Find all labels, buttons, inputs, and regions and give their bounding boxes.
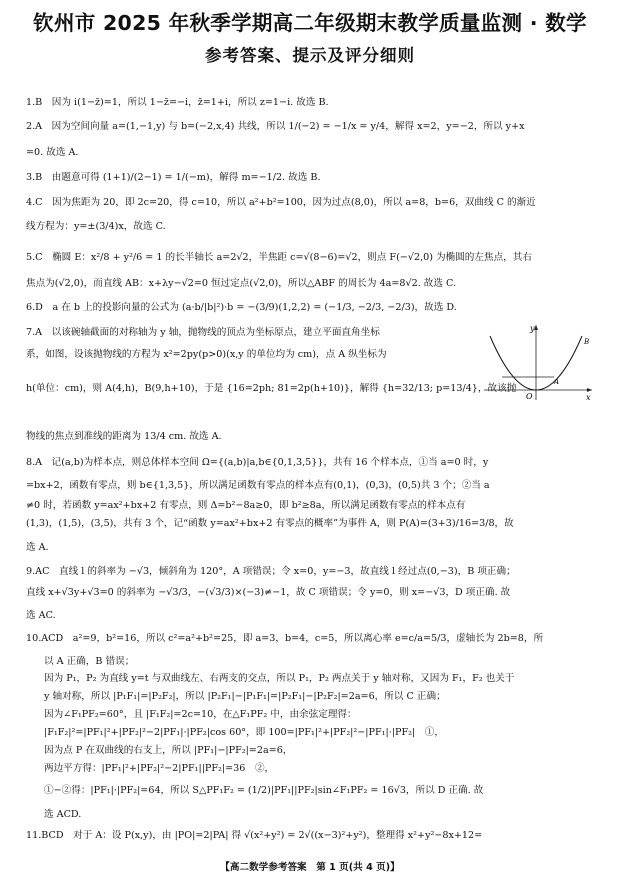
answer-line: 选 A. [26,542,49,553]
answer-line: 因为 P₁，P₂ 为直线 y=t 与双曲线左、右两支的交点，所以 P₁，P₂ 两点关于 y 轴对称，又因为 F₁，F₂ 也关于 [44,673,515,684]
answer-line: 8.A 记(a,b)为样本点，则总体样本空间 Ω={(a,b)|a,b∈{0,1,3,5}}，共有 16 个样本点，①当 a=0 时，y [26,457,489,468]
answer-line: 2.A 因为空间向量 a=(1,−1,y) 与 b=(−2,x,4) 共线，所以 1/(−2) = −1/x = y/4，解得 x=2，y=−2，所以 y+x [26,121,525,132]
answer-line: 4.C 因为焦距为 20，即 2c=20，得 c=10，所以 a²+b²=100，因为过点(8,0)，所以 a=8，b=6，双曲线 C 的渐近 [26,197,536,208]
origin-label: O [526,392,533,401]
answer-line: y 轴对称，所以 |P₁F₁|=|P₂F₂|，所以 |P₂F₁|−|P₁F₁|=|P₂F₁|−|P₂F₂|=2a=6，所以 C 正确； [44,691,446,702]
answer-line: 两边平方得：|PF₁|²+|PF₂|²−2|PF₁||PF₂|=36 ②， [44,763,275,774]
parabola-figure [482,322,594,402]
x-axis-arrow-icon [587,388,592,392]
answer-line: 物线的焦点到准线的距离为 13/4 cm. 故选 A. [26,431,222,442]
answer-line: 选 ACD. [44,809,82,820]
answer-line: 7.A 以该碗轴截面的对称轴为 y 轴，抛物线的顶点为坐标原点，建立平面直角坐标 [26,327,380,338]
answer-line: 线方程为：y=±(3/4)x，故选 C. [26,221,166,232]
answer-line: (1,3)，(1,5)，(3,5)，共有 3 个，记“函数 y=ax²+bx+2 有零点的概率”为事件 A，则 P(A)=(3+3)/16=3/8，故 [26,518,514,529]
answer-line: 系，如图，设该抛物线的方程为 x²=2py(p>0)(x,y 的单位均为 cm)，点 A 纵坐标为 [26,349,387,360]
page-title: 钦州市 2025 年秋季学期高二年级期末教学质量监测 · 数学 [33,11,587,35]
answer-line: 焦点为(√2,0)，而直线 AB：x+λy−√2=0 恒过定点(√2,0)，所以△ABF 的周长为 4a=8√2. 故选 C. [26,278,457,289]
page-subtitle: 参考答案、提示及评分细则 [205,46,415,65]
answer-line: 选 AC. [26,610,56,621]
answer-line: =0. 故选 A. [26,147,79,158]
answer-line: |F₁F₂|²=|PF₁|²+|PF₂|²−2|PF₁|·|PF₂|cos 60°，即 100=|PF₁|²+|PF₂|²−|PF₁|·|PF₂| ①， [44,727,444,738]
page-footer: 【高二数学参考答案 第 1 页(共 4 页)】 [220,862,400,873]
answer-line: 3.B 由题意可得 (1+1)/(2−1) = 1/(−m)，解得 m=−1/2. 故选 B. [26,172,321,183]
answer-line: 直线 x+√3y+√3=0 的斜率为 −√3/3，−(√3/3)×(−3)≠−1，故 C 项错误；令 y=0，则 x=−√3，D 项正确. 故 [26,587,511,598]
answer-line: 6.D a 在 b 上的投影向量的公式为 (a·b/|b|²)·b = −(3/9)(1,2,2) = (−1/3, −2/3, −2/3)，故选 D. [26,302,457,313]
answer-line: 因为点 P 在双曲线的右支上，所以 |PF₁|−|PF₂|=2a=6， [44,745,293,756]
answer-line: ≠0 时，若函数 y=ax²+bx+2 有零点，则 Δ=b²−8a≥0，即 b²≥8a，所以满足函数有零点的样本点有 [26,500,466,511]
answer-line: 11.BCD 对于 A：设 P(x,y)，由 |PO|=2|PA| 得 √(x²+y²) = 2√((x−3)²+y²)，整理得 x²+y²−8x+12= [26,830,483,841]
answer-line: h(单位：cm)，则 A(4,h)，B(9,h+10)，于是 {16=2ph; 81=2p(h+10)}，解得 {h=32/13; p=13/4}，故该抛 [26,383,517,394]
answer-line: 以 A 正确，B 错误； [44,656,135,667]
answer-line: 9.AC 直线 l 的斜率为 −√3，倾斜角为 120°，A 项错误；令 x=0，y=−3，故直线 l 经过点(0,−3)，B 项正确； [26,566,516,577]
answer-line: 因为∠F₁PF₂=60°，且 |F₁F₂|=2c=10，在△F₁PF₂ 中，由余弦定理得： [44,709,357,720]
y-axis-label: y [530,324,535,333]
answer-line: 10.ACD a²=9，b²=16，所以 c²=a²+b²=25，即 a=3，b=4，c=5，所以离心率 e=c/a=5/3，虚轴长为 2b=8，所 [26,633,544,644]
x-axis-label: x [586,393,591,402]
point-a-label: A [554,378,560,386]
answer-line: 5.C 椭圆 E：x²/8 + y²/6 = 1 的长半轴长 a=2√2，半焦距 c=√(8−6)=√2，则点 F(−√2,0) 为椭圆的左焦点，其右 [26,252,532,263]
point-b-label: B [584,338,590,346]
y-axis-arrow-icon [534,325,538,330]
answer-line: ①−②得：|PF₁|·|PF₂|=64，所以 S△PF₁F₂ = (1/2)|PF₁||PF₂|sin∠F₁PF₂ = 16√3，所以 D 正确. 故 [44,785,484,796]
answer-line: =bx+2，函数有零点，则 b∈{1,3,5}，所以满足函数有零点的样本点有(0,1)，(0,3)，(0,5)共 3 个；②当 a [26,480,490,491]
answer-line: 1.B 因为 i(1−z̄)=1，所以 1−z̄=−i，z̄=1+i，所以 z=1−i. 故选 B. [26,97,329,108]
